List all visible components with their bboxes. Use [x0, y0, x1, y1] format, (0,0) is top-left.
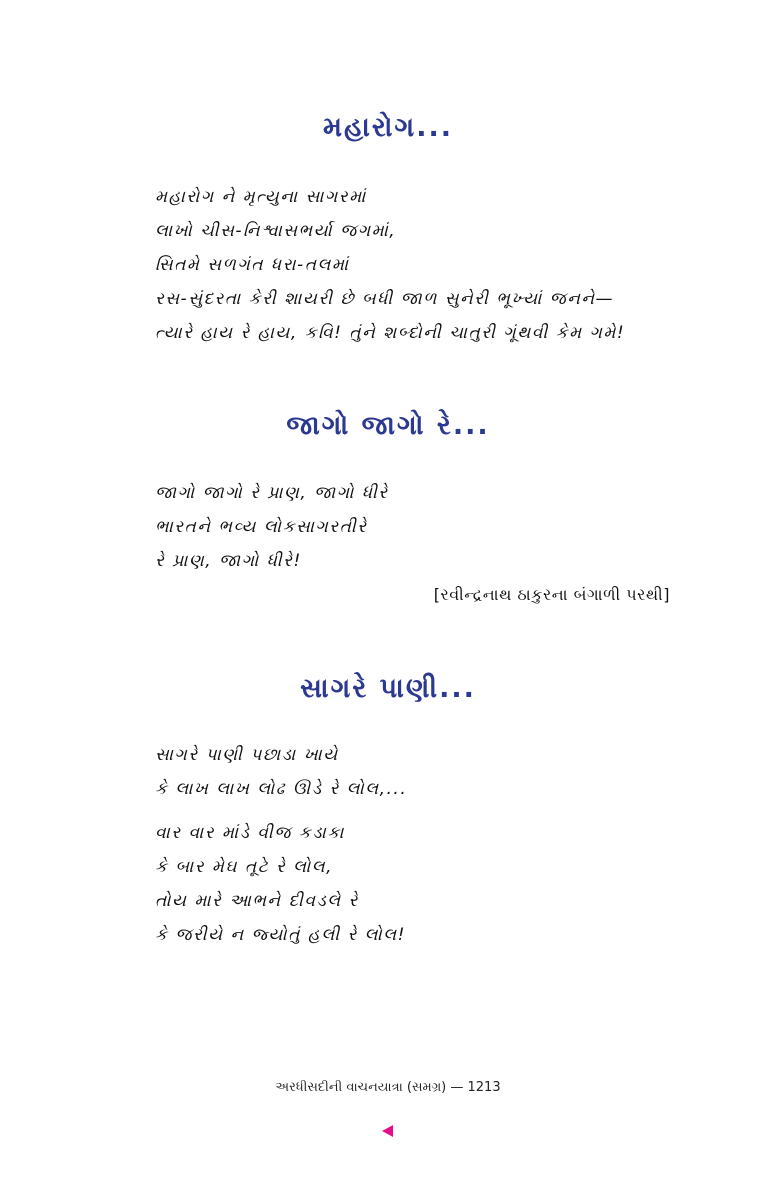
- poem-line: તોય મારે આભને દીવડલે રે: [155, 891, 359, 911]
- poem-line: જાગો જાગો રે પ્રાણ, જાગો ધીરે: [155, 483, 389, 503]
- poem-stanza-sagare-2: [155, 816, 406, 952]
- poem-title-maharog: મહારોગ...: [322, 112, 454, 143]
- poem-line: રસ-સુંદરતા કેરી શાયરી છે બધી જાળ સુનેરી ભૂખ્યાં જનને—: [155, 289, 615, 309]
- triangle-left-icon[interactable]: [382, 1125, 393, 1137]
- poem-stanza-sagare-1: [155, 738, 407, 806]
- poem-line: કે જરીયે ન જ્યોતું હલી રે લોલ!: [155, 925, 406, 945]
- page-footer: અરધીસદીની વાચનયાત્રા (સમગ્ર) — 1213: [275, 1080, 501, 1095]
- poem-line: કે બાર મેઘ તૂટે રે લોલ,: [155, 857, 334, 877]
- poem-line: વાર વાર માંડે વીજ કડાકા: [155, 823, 345, 843]
- poem-line: સાગરે પાણી પછાડા ખાયે: [155, 745, 339, 765]
- poem-line: રે પ્રાણ, જાગો ધીરે!: [155, 551, 302, 571]
- poem-line: સિતમે સળગંત ધરા-તલમાં: [155, 255, 350, 275]
- poem-title-sagare: સાગરે પાણી...: [300, 673, 476, 704]
- poem-line: ત્યારે હાય રે હાય, કવિ! તુંને શબ્દોની ચાતુરી ગૂંથવી કેમ ગમે!: [155, 323, 626, 343]
- poem-title-jago: જાગો જાગો રે...: [286, 410, 490, 441]
- poem-stanza-maharog: [155, 180, 625, 350]
- poem-attribution: [રવીન્દ્રનાથ ઠાકુરના બંગાળી પરથી]: [433, 585, 670, 604]
- poem-line: મહારોગ ને મૃત્યુના સાગરમાં: [155, 187, 367, 207]
- poem-stanza-jago: [155, 476, 389, 578]
- poem-line: કે લાખ લાખ લોઢ ઊડે રે લોલ,...: [155, 779, 408, 799]
- poem-line: લાખો ચીસ-નિશ્વાસભર્યા જગમાં,: [155, 221, 397, 241]
- poem-line: ભારતને ભવ્ય લોકસાગરતીરે: [155, 517, 368, 537]
